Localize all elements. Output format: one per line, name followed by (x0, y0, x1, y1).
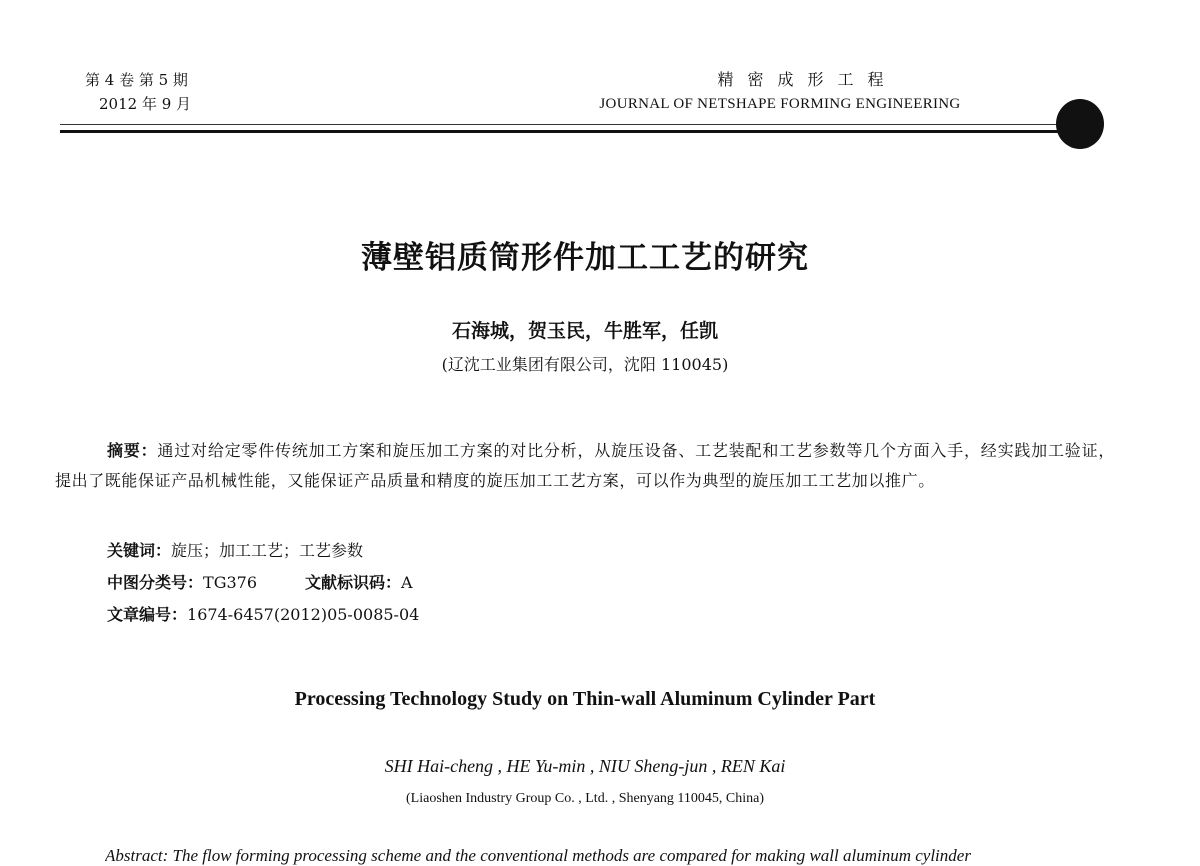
affiliation-en: (Liaoshen Industry Group Co. , Ltd. , Shenyang 110045, China) (406, 791, 764, 806)
paper-title-cn: 薄壁铝质筒形件加工工艺的研究 (361, 240, 809, 276)
journal-name (545, 68, 1015, 116)
clc-value: TG376 (203, 573, 258, 592)
issue-date: 2012 年 9 月 (99, 95, 192, 113)
classification-line (107, 570, 413, 593)
issue-info (85, 68, 191, 116)
header-rule-thick (60, 130, 1070, 133)
abstract-label: 摘要： (107, 441, 158, 460)
paper-title-en: Processing Technology Study on Thin-wall Aluminum Cylinder Part (294, 688, 876, 710)
volume-issue: 第 4 卷 第 5 期 (85, 71, 188, 89)
keywords (107, 538, 363, 561)
abstract-text: 通过对给定零件传统加工方案和旋压加工方案的对比分析，从旋压设备、工艺装配和工艺参数等几个方面入手，经实践加工验证，提出了既能保证产品机械性能，又能保证产品质量和精度的旋压加工工艺方案，可以作为典型的旋压加工工艺加以推广。 (55, 441, 1115, 490)
header-rule-thin (60, 124, 1070, 125)
abstract-cn (55, 436, 1115, 496)
abstract-en-partial: Abstract: The flow forming processing scheme and the conventional methods are compared for making wall aluminum cylinder (105, 846, 971, 865)
doc-code-value: A (401, 573, 413, 592)
journal-name-cn: 精密成形工程 (717, 70, 898, 89)
clc-label: 中图分类号： (107, 573, 204, 592)
article-number (107, 602, 419, 625)
article-number-label: 文章编号： (107, 605, 188, 624)
header-thumb-marker (1056, 99, 1104, 149)
authors-en: SHI Hai-cheng , HE Yu-min , NIU Sheng-jun , REN Kai (384, 756, 786, 776)
article-number-value: 1674-6457(2012)05-0085-04 (187, 605, 420, 624)
affiliation-cn: (辽沈工业集团有限公司，沈阳 110045) (441, 355, 729, 374)
journal-name-en: JOURNAL OF NETSHAPE FORMING ENGINEERING (599, 96, 961, 112)
authors-cn: 石海城，贺玉民，牛胜军，任凯 (451, 320, 718, 342)
keywords-text: 旋压；加工工艺；工艺参数 (171, 541, 364, 560)
doc-code-label: 文献标识码： (305, 573, 402, 592)
keywords-label: 关键词： (107, 541, 172, 560)
